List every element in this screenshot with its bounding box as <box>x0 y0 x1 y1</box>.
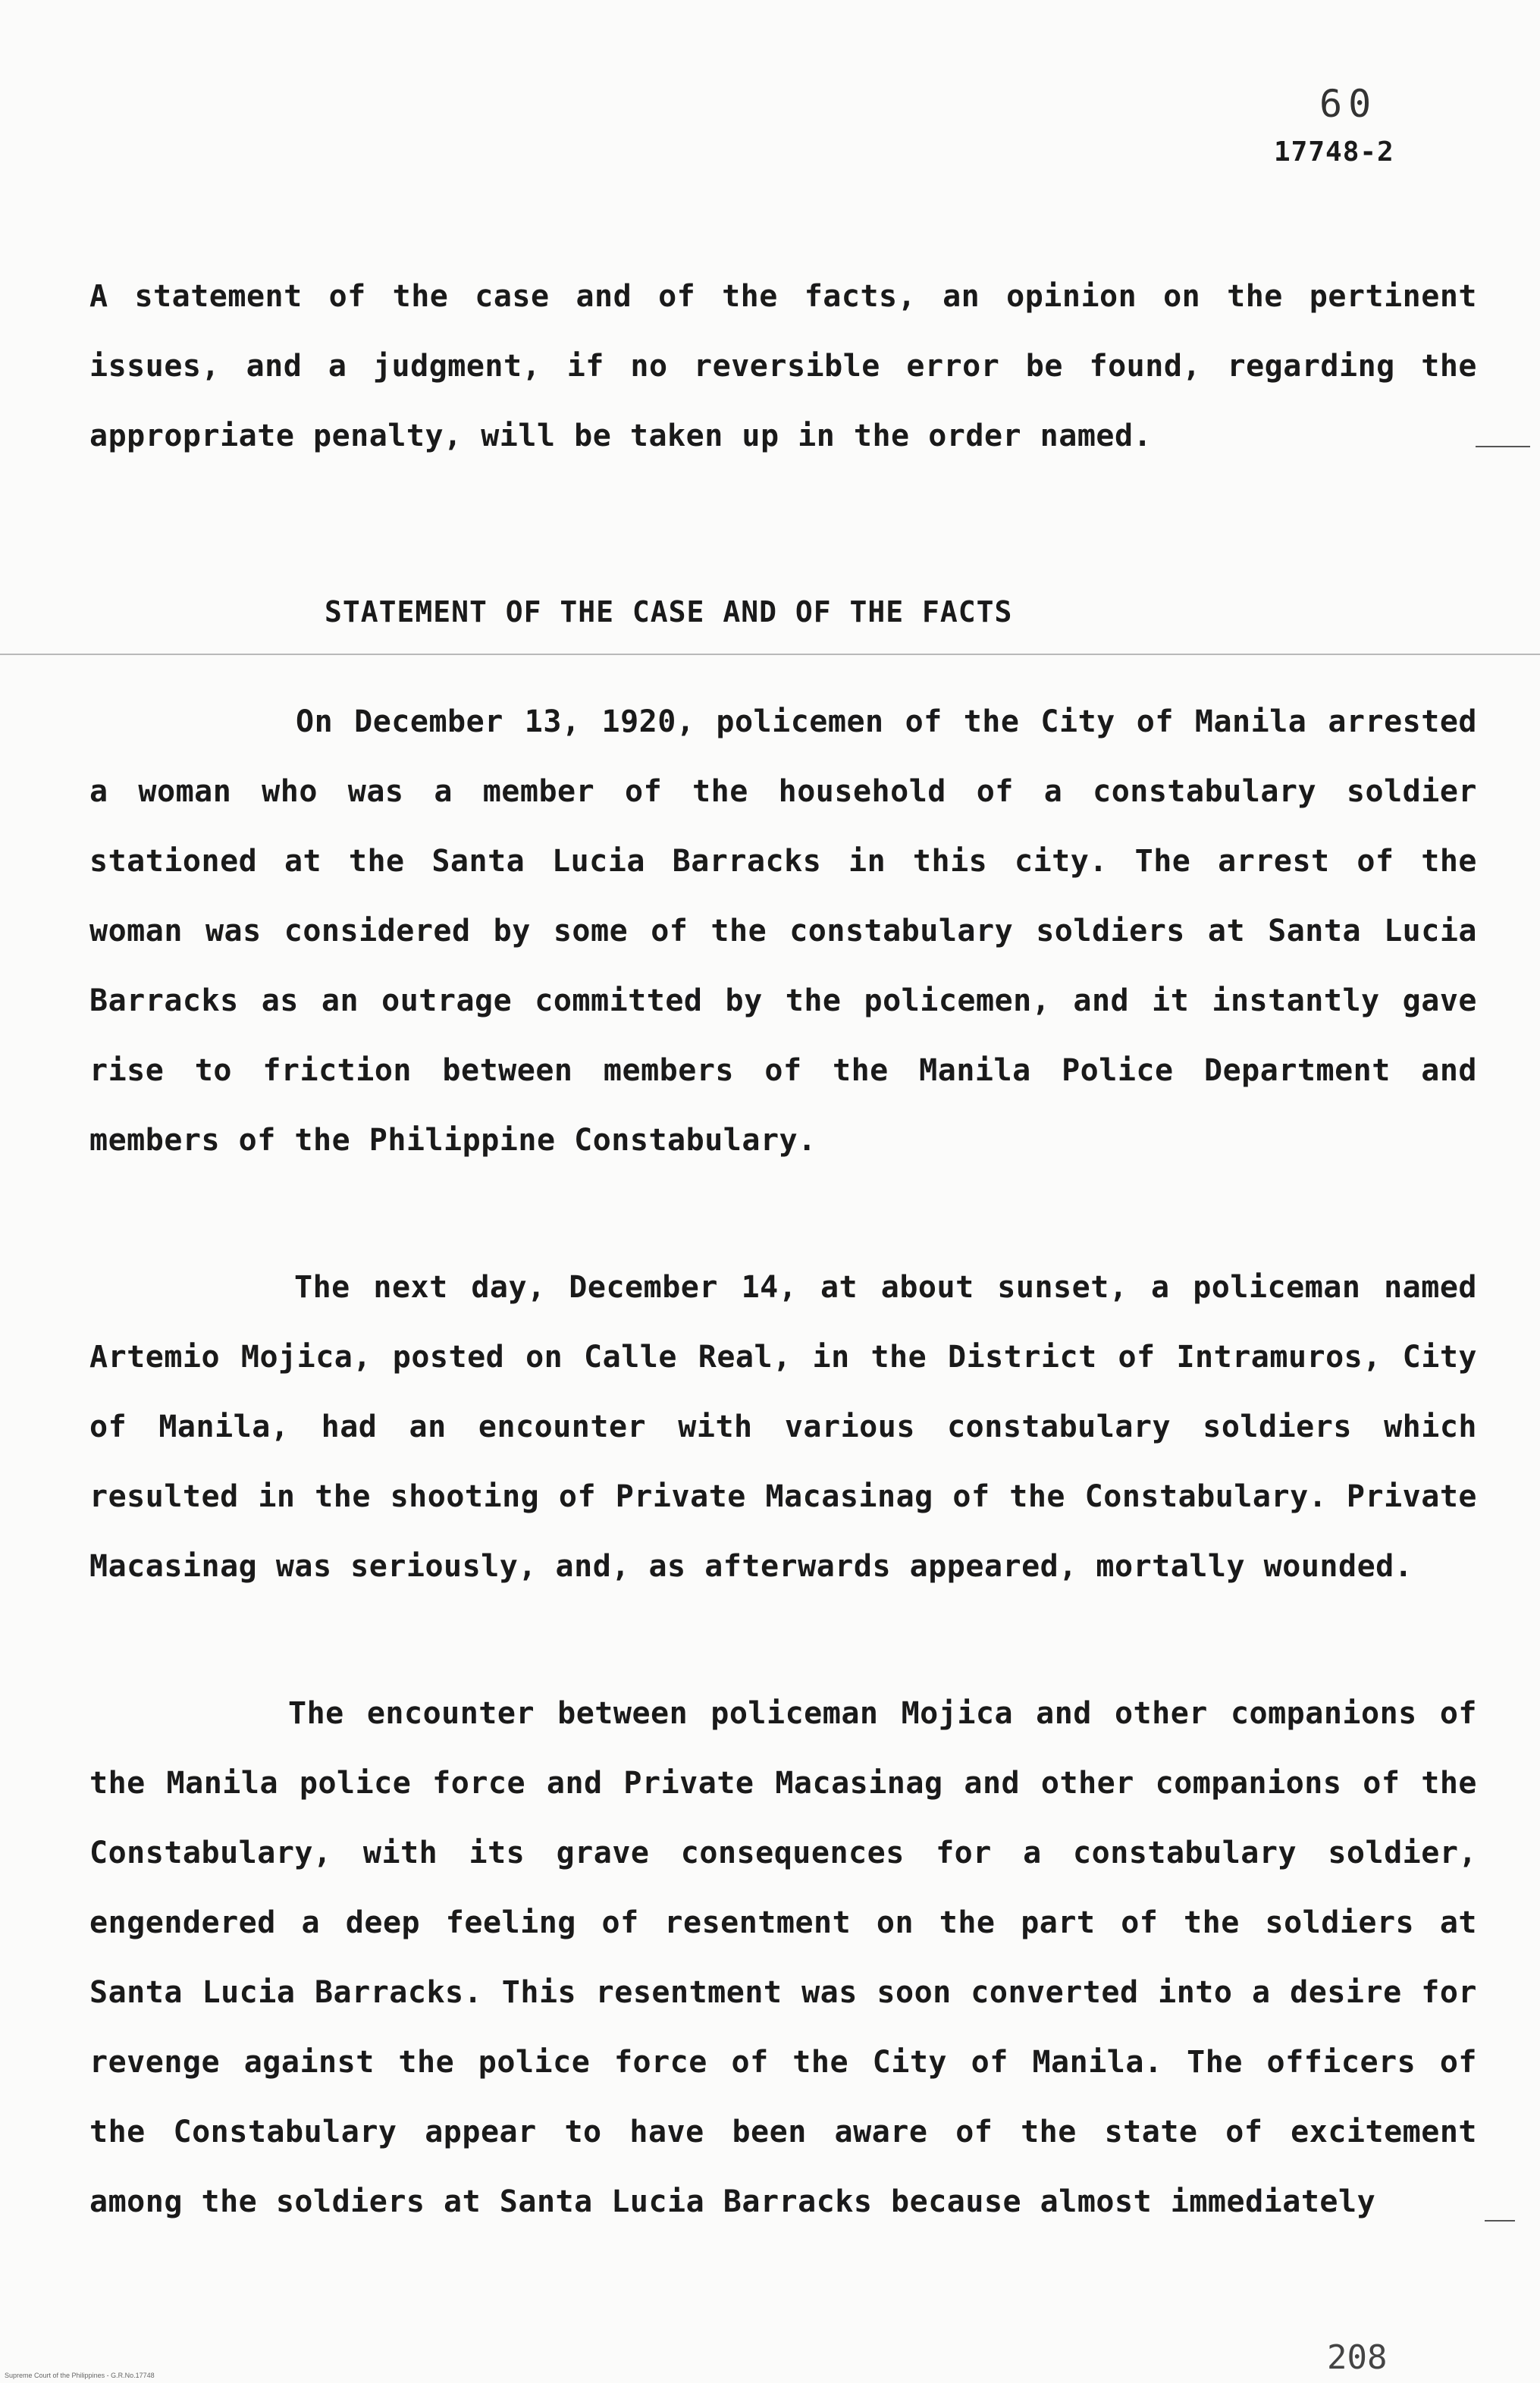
section-heading: STATEMENT OF THE CASE AND OF THE FACTS <box>325 595 1013 629</box>
body-paragraph: On December 13, 1920, policemen of the City of Manila arrested a woman who was a member of the household of a constabulary soldier stationed at the Santa Lucia Barracks in this city. The arrest of the woman was considered by some of the constabulary soldiers at Santa Lucia Barracks as an outrage committed by the policemen, and it instantly gave rise to friction between members of the Manila Police Department and members of the Philippine Constabulary. <box>89 704 1477 1158</box>
body-paragraph: The encounter between policeman Mojica and other companions of the Manila police force and Private Macasinag and other companions of the Constabulary, with its grave consequences for a constabulary soldier, engendered a deep feeling of resentment on the part of the soldiers at Santa Lucia Barracks. This resentment was soon converted into a desire for revenge against the police force of the City of Manila. The officers of the Constabulary appear to have been aware of the state of excitement among the soldiers at Santa Lucia Barracks because almost immediately <box>89 1696 1477 2219</box>
paragraph-block-1 <box>89 687 1477 1175</box>
margin-mark <box>1476 446 1530 447</box>
footer-stamp-number: 208 <box>1327 2338 1388 2377</box>
scan-fold-line <box>0 654 1540 655</box>
scan-caption: Supreme Court of the Philippines - G.R.No.17748 <box>5 2372 155 2379</box>
intro-paragraph-block <box>89 262 1477 471</box>
body-paragraph: The next day, December 14, at about sunset, a policeman named Artemio Mojica, posted on Calle Real, in the District of Intramuros, City of Manila, had an encounter with various constabulary soldiers which resulted in the shooting of Private Macasinag of the Constabulary. Private Macasinag was seriously, and, as afterwards appeared, mortally wounded. <box>89 1270 1477 1584</box>
paragraph-block-3 <box>89 1679 1477 2237</box>
paragraph-block-2 <box>89 1253 1477 1601</box>
margin-mark <box>1485 2220 1515 2222</box>
intro-paragraph: A statement of the case and of the facts, an opinion on the pertinent issues, and a judgment, if no reversible error be found, regarding the appropriate penalty, will be taken up in the order named. <box>89 279 1477 453</box>
page-number: 60 <box>1319 82 1378 126</box>
document-number: 17748-2 <box>1274 136 1394 168</box>
